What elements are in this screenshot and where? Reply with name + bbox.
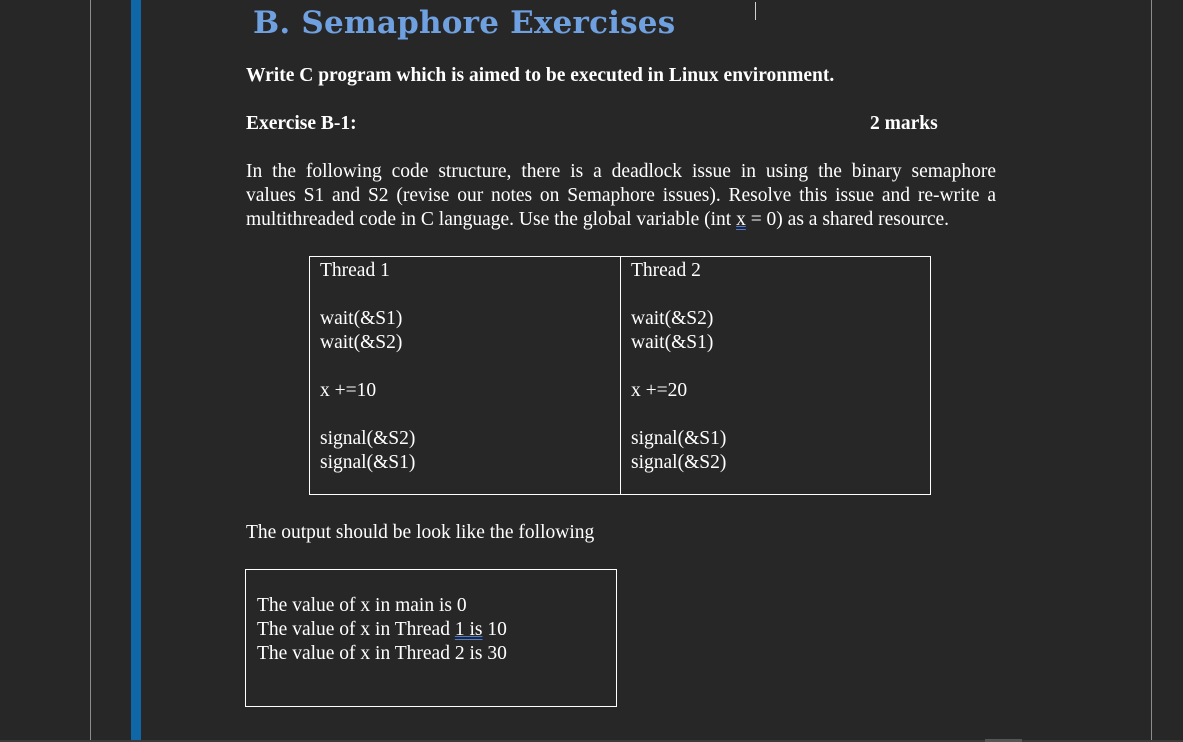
output-label: The output should be look like the following [246,522,595,543]
description-line: In the following code structure, there is a deadlock issue in using the binary semaphore [246,161,996,182]
output-line: The value of x in main is 0 [257,595,467,616]
left-page-margin [90,0,91,742]
code-line: x +=10 [320,380,377,401]
output-text: 10 [482,619,507,640]
thread-title: Thread 2 [631,260,701,281]
description-text: multithreaded code in C language. Use the global variable (int [246,209,737,230]
output-line [257,618,616,642]
expected-output-box [245,569,617,707]
exercise-marks: 2 marks [870,113,938,134]
code-line: wait(&S2) [320,332,403,353]
code-line: wait(&S1) [631,332,714,353]
instruction-text: Write C program which is aimed to be executed in Linux environment. [246,65,835,86]
description-text: = 0) as a shared resource. [745,209,950,230]
exercise-label: Exercise B-1: [246,113,357,134]
description-line [246,208,996,232]
output-line: The value of x in Thread 2 is 30 [257,643,507,664]
code-line: signal(&S1) [320,452,416,473]
right-page-margin [1151,0,1152,742]
flagged-text: 1 is [454,619,483,640]
variable-x: x [736,209,746,230]
code-line: signal(&S2) [320,428,416,449]
section-accent-bar [131,0,141,742]
code-line: x +=20 [631,380,688,401]
code-line: signal(&S2) [631,452,727,473]
code-line: wait(&S2) [631,308,714,329]
section-heading: B. Semaphore Exercises [253,5,676,41]
thread-2-column [621,257,930,494]
thread-title: Thread 1 [320,260,390,281]
code-line: wait(&S1) [320,308,403,329]
description-line: values S1 and S2 (revise our notes on Semaphore issues). Resolve this issue and re-write a [246,185,996,206]
thread-code-table [309,256,931,495]
thread-1-column [310,257,621,494]
text-cursor [755,2,756,20]
code-line: signal(&S1) [631,428,727,449]
exercise-description [246,160,996,232]
output-text: The value of x in Thread [257,619,455,640]
